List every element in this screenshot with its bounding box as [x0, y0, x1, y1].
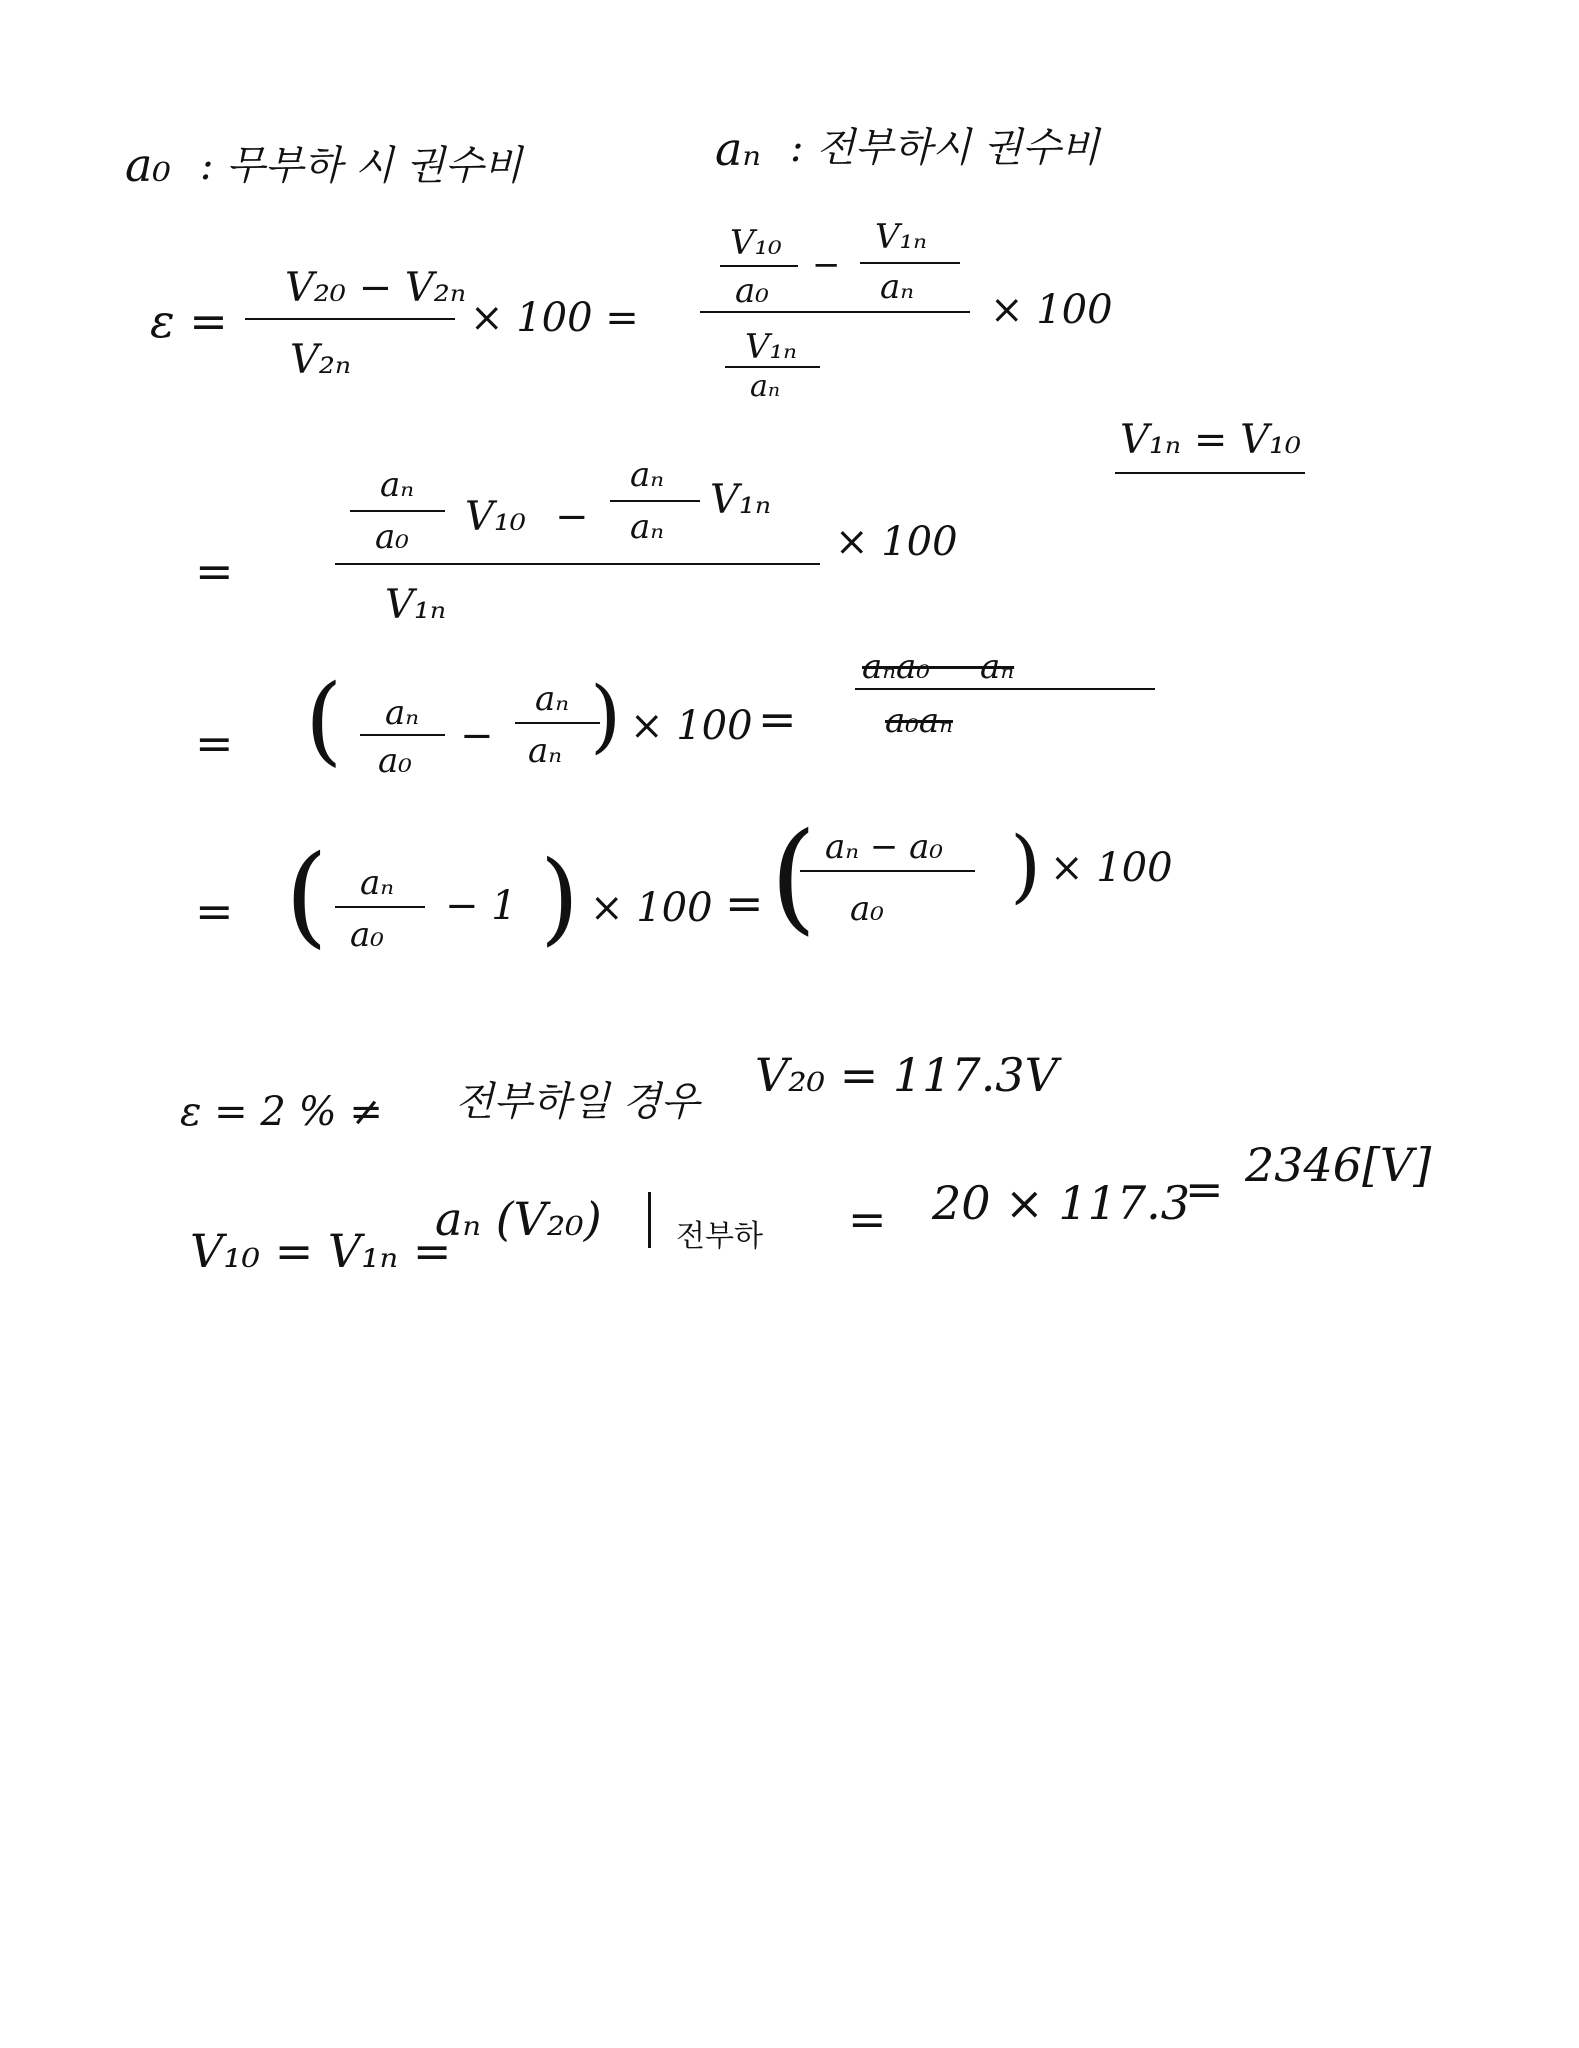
step3-left-paren: (: [305, 664, 343, 776]
step4-g-num: aₙ − a₀: [825, 827, 944, 867]
step4-g-right-paren: ): [1010, 819, 1042, 912]
step3-right-paren: ): [590, 669, 622, 762]
step4-f-den: a₀: [350, 915, 384, 955]
a0-symbol: a₀: [125, 138, 171, 192]
step1-inner-minus: −: [812, 245, 841, 285]
result-calc: 20 × 117.3: [932, 1176, 1191, 1230]
step1-numerator: V₂₀ − V₂ₙ: [285, 265, 467, 311]
step1-big-den-num: V₁ₙ: [745, 327, 797, 367]
equality-note-underline: [1115, 472, 1305, 474]
condition-text: ε = 2 % ≠: [180, 1089, 383, 1135]
result-lhs: V₁₀ = V₁ₙ =: [190, 1224, 452, 1278]
step4-f-bar: [335, 906, 425, 908]
step2-f2-den: aₙ: [630, 507, 665, 547]
step1-left-num: V₁₀: [730, 223, 782, 263]
condition-korean: 전부하일 경우: [455, 1079, 700, 1125]
step3-equals-2: =: [758, 692, 797, 746]
step4-g-left-paren: (: [770, 808, 817, 947]
step1-left-bar: [720, 265, 798, 267]
step2-f2-bar: [610, 500, 700, 502]
step1-big-den-bar: [725, 366, 820, 368]
step2-v1: V₁₀: [465, 494, 526, 540]
step1-denominator: V₂ₙ: [290, 337, 352, 383]
an-symbol: aₙ: [715, 122, 762, 176]
step1-right-den: aₙ: [880, 267, 915, 307]
epsilon-label: ε =: [150, 294, 228, 348]
step2-f1-den: a₀: [375, 517, 409, 557]
step4-times100-b: × 100: [1050, 845, 1173, 891]
step1-times100-b: × 100: [990, 287, 1113, 333]
step3-f2-bar: [515, 722, 600, 724]
a0-description: : 무부하 시 권수비: [200, 143, 523, 189]
step1-right-bar: [860, 262, 960, 264]
step3-struck-numerator: aₙa₀ − aₙ: [862, 647, 1015, 687]
equality-note: V₁ₙ = V₁₀: [1120, 417, 1302, 463]
result-an-expr: aₙ (V₂₀): [435, 1192, 602, 1246]
step1-left-den: a₀: [735, 271, 769, 311]
step3-f1-num: aₙ: [385, 693, 420, 733]
step3-f2-num: aₙ: [535, 679, 570, 719]
step1-fraction-bar: [245, 318, 455, 320]
step4-times100: × 100: [590, 885, 713, 931]
result-equals-2: =: [1185, 1162, 1224, 1216]
step1-big-den-den: aₙ: [750, 369, 781, 404]
step3-f1-bar: [360, 734, 445, 736]
step2-f1-bar: [350, 510, 445, 512]
step4-right-paren: ): [540, 839, 580, 956]
condition-v20: V₂₀ = 117.3V: [755, 1048, 1058, 1102]
step4-minus-one: − 1: [445, 883, 517, 929]
step2-minus: −: [555, 494, 589, 540]
step3-f1-den: a₀: [378, 741, 412, 781]
step2-denominator: V₁ₙ: [385, 582, 447, 628]
step2-f2-num: aₙ: [630, 455, 665, 495]
step1-right-num: V₁ₙ: [875, 217, 927, 257]
step1-main-bar: [700, 311, 970, 313]
step3-f2-den: aₙ: [528, 731, 563, 771]
step3-struck-bar: [855, 688, 1155, 690]
result-eval-bar: [648, 1192, 651, 1248]
step1-times100: × 100 =: [470, 295, 639, 341]
step2-f1-num: aₙ: [380, 465, 415, 505]
an-description: : 전부하시 권수비: [790, 125, 1100, 171]
step4-f-num: aₙ: [360, 863, 395, 903]
step3-struck-denominator: a₀aₙ: [885, 701, 953, 741]
result-equals: =: [848, 1192, 887, 1246]
step3-equals: =: [195, 716, 234, 770]
step4-equals: =: [195, 884, 234, 938]
step2-equals: =: [195, 544, 234, 598]
step4-left-paren: (: [285, 831, 328, 959]
step4-g-den: a₀: [850, 889, 884, 929]
step2-main-bar: [335, 563, 820, 565]
step3-times100: × 100: [630, 703, 753, 749]
result-value: 2346[V]: [1245, 1138, 1432, 1192]
step2-times100: × 100: [835, 519, 958, 565]
step4-equals-2: =: [725, 876, 764, 930]
step2-v2: V₁ₙ: [710, 477, 772, 523]
step3-minus: −: [460, 713, 494, 759]
step4-g-bar: [800, 870, 975, 872]
result-subscript: 전부하: [676, 1219, 763, 1254]
